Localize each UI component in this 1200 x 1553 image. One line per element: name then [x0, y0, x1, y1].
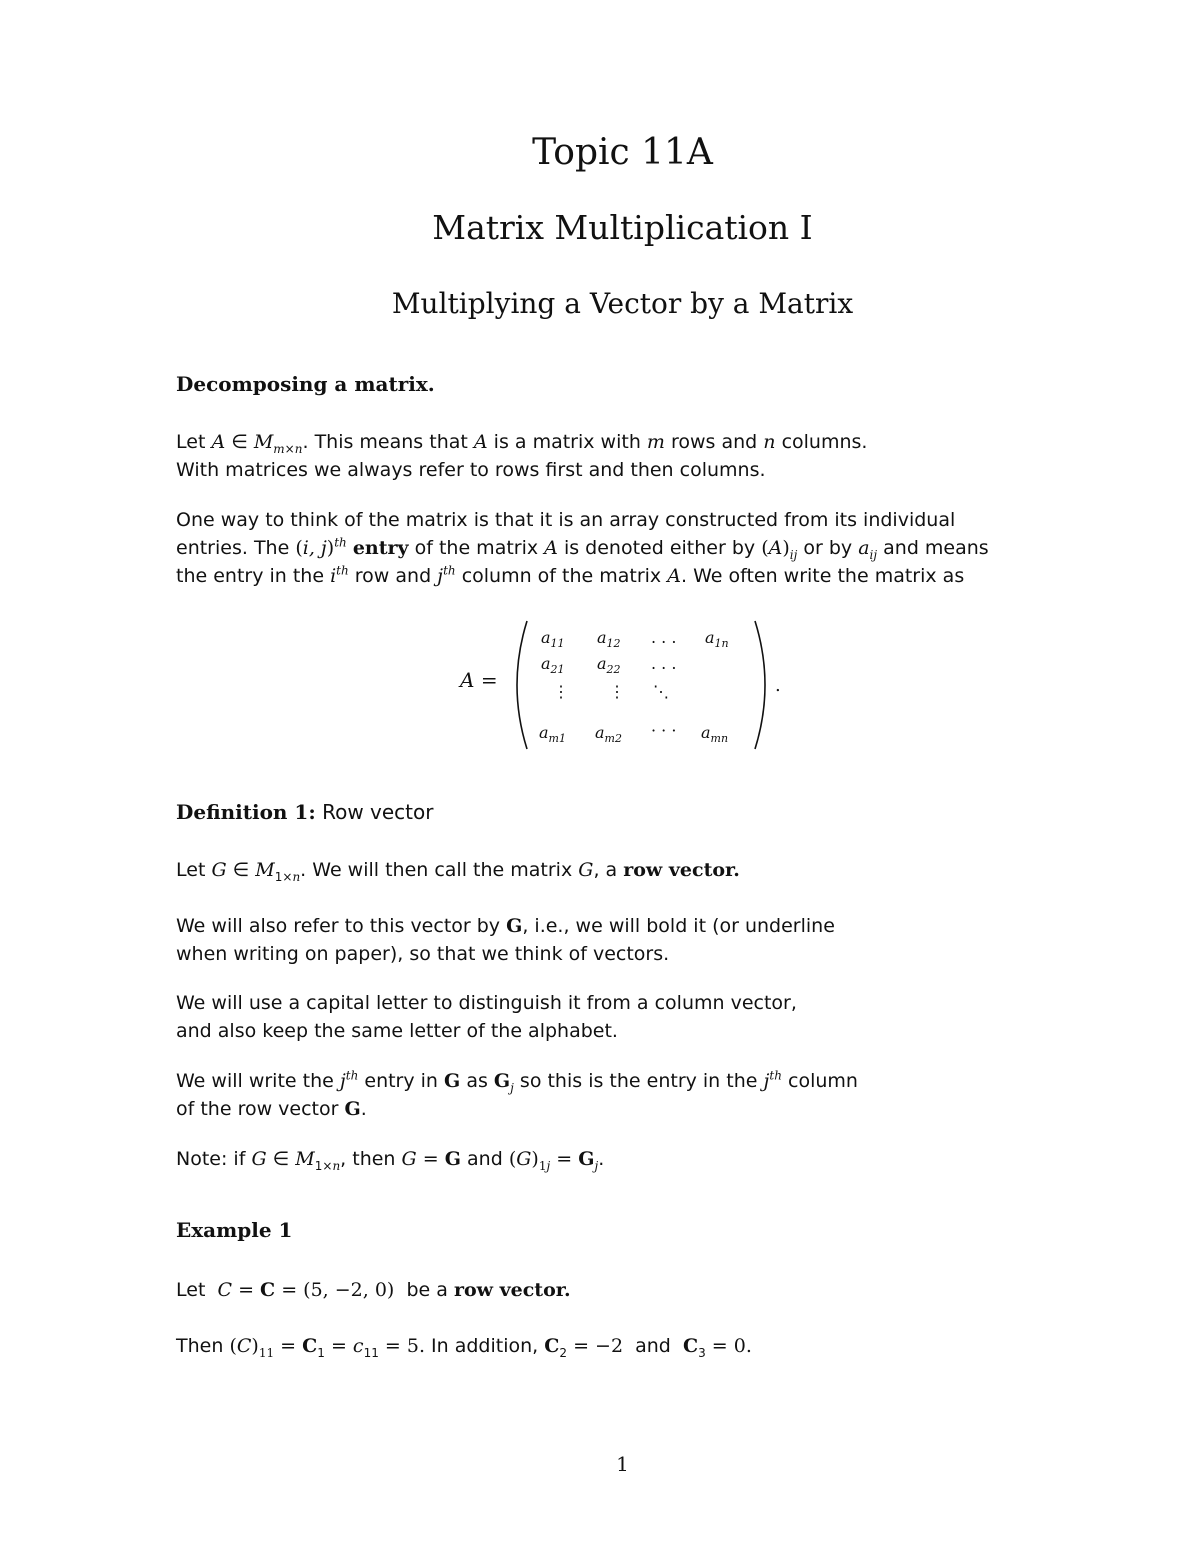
definition-heading: Definition 1: Row vector — [176, 800, 434, 824]
matrix-entry: $a_{12}$ — [597, 628, 621, 650]
paragraph-line: Let C = C = (5, −2, 0) be a row vector. — [176, 1279, 571, 1301]
matrix-ellipsis: . . . — [651, 654, 677, 673]
paragraph-line: Then $(C)_{11} = C_1 = c_{11} = 5$. In addition, $C_2 = -2$ and $C_3 = 0$. — [176, 1335, 752, 1360]
matrix-entry: $a_{11}$ — [541, 628, 565, 650]
paragraph-line: We will write the $j^{th}$ entry in G as $G_j$ so this is the entry in the $j^{th}$ column — [176, 1068, 858, 1095]
matrix-entry: $a_{22}$ — [597, 654, 621, 676]
paragraph-line: when writing on paper), so that we think of vectors. — [176, 943, 670, 965]
paragraph-line: We will also refer to this vector by G, i.e., we will bold it (or underline — [176, 915, 835, 937]
matrix-entry: $a_{mn}$ — [701, 723, 729, 745]
paragraph-line: We will use a capital letter to distinguish it from a column vector, — [176, 992, 797, 1014]
matrix-entry: $a_{21}$ — [541, 654, 565, 676]
matrix-vdots: ⋮ — [553, 682, 569, 701]
matrix-entry: $a_{1n}$ — [705, 628, 729, 650]
paragraph-line: of the row vector G. — [176, 1098, 367, 1120]
topic-title: Topic 11A — [532, 132, 713, 173]
matrix-label: A = — [460, 668, 498, 692]
matrix-ddots: ⋱ — [653, 682, 669, 701]
paragraph-line: With matrices we always refer to rows first and then columns. — [176, 459, 766, 481]
paragraph-line: the entry in the $i^{th}$ row and $j^{th}$ column of the matrix A. We often write the matrix as — [176, 563, 965, 587]
page-number: 1 — [616, 1452, 629, 1476]
matrix-period: . — [775, 675, 781, 696]
paragraph-line: entries. The (i, j)$^{th}$ entry of the matrix A is denoted either by $(A)_{ij}$ or by $a_{ij}$ and means — [176, 535, 989, 562]
matrix-display — [505, 615, 795, 755]
left-parenthesis — [517, 621, 527, 749]
matrix-entry: $a_{m1}$ — [539, 723, 566, 745]
main-title: Matrix Multiplication I — [432, 208, 813, 247]
matrix-ellipsis: . . . — [651, 628, 677, 647]
section-heading-decomposing: Decomposing a matrix. — [176, 372, 435, 396]
paragraph-line: One way to think of the matrix is that it is an array constructed from its individual — [176, 509, 956, 531]
matrix-entry: $a_{m2}$ — [595, 723, 622, 745]
subtitle: Multiplying a Vector by a Matrix — [391, 287, 854, 320]
paragraph-line: Let G ∈ $M_{1\times n}$. We will then call the matrix G, a row vector. — [176, 859, 740, 884]
paragraph-line: Let A ∈ $M_{m\times n}$. This means that A is a matrix with m rows and n columns. — [176, 431, 868, 456]
right-parenthesis — [755, 621, 765, 749]
paragraph-line: and also keep the same letter of the alphabet. — [176, 1020, 618, 1042]
paragraph-line: Note: if G ∈ $M_{1\times n}$, then G = G and $(G)_{1j} = G_j$. — [176, 1148, 605, 1173]
matrix-vdots: ⋮ — [609, 682, 625, 701]
matrix-ellipsis: · · · — [651, 721, 677, 740]
example-heading: Example 1 — [176, 1218, 293, 1242]
